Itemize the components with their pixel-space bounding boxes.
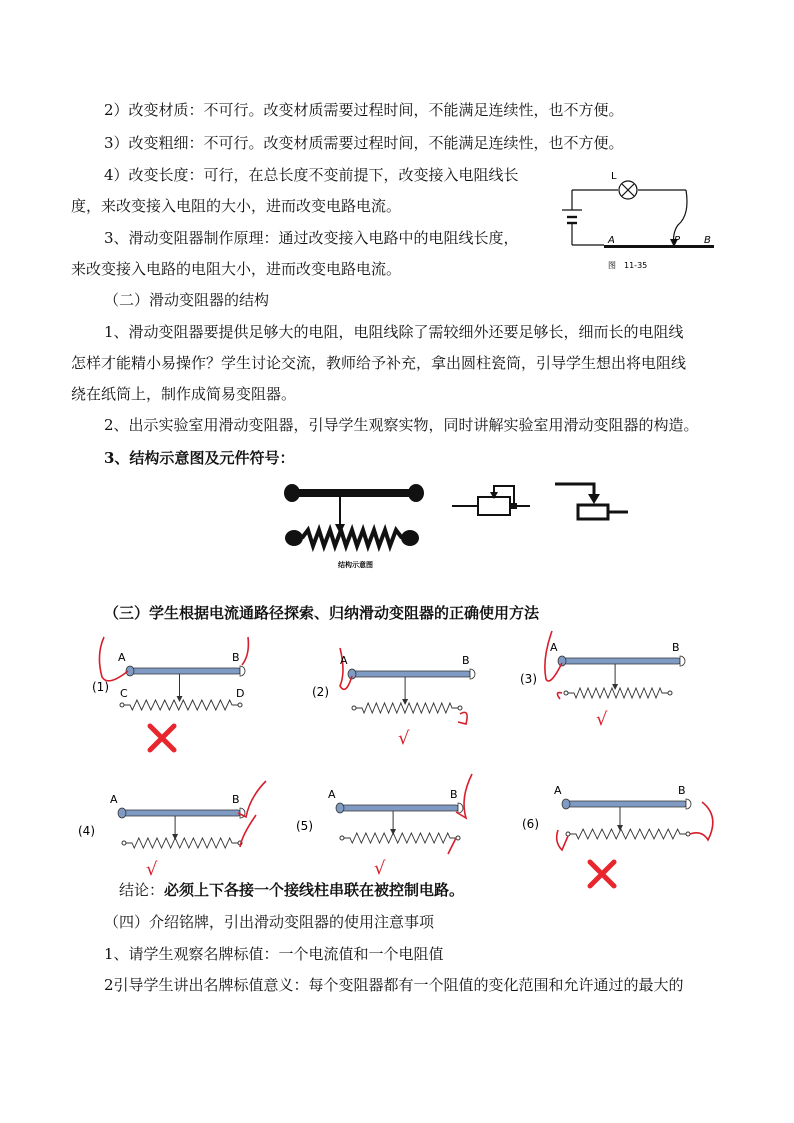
metal-bar	[562, 658, 680, 664]
label-a: A	[110, 793, 118, 806]
label-b: B	[232, 651, 240, 664]
label-b: B	[462, 654, 470, 667]
hand-drawn-wire	[458, 712, 467, 724]
case-2-drawing	[310, 638, 490, 753]
section-heading: （二）滑动变阻器的结构	[104, 291, 270, 309]
terminal-d	[238, 703, 242, 707]
cross-mark-icon	[150, 726, 174, 750]
terminal-c	[564, 691, 568, 695]
label-d: D	[236, 687, 245, 700]
slider-arrow-icon	[177, 696, 183, 702]
hand-drawn-wire	[545, 631, 562, 681]
b-label: B	[704, 235, 711, 246]
case-number: (2)	[312, 685, 329, 699]
text-line: 1、滑动变阻器要提供足够大的电阻，电阻线除了需较细外还要足够长，细而长的电阻线	[104, 323, 684, 341]
label-a: A	[118, 651, 126, 664]
case-5	[296, 770, 486, 885]
arrow-icon	[588, 494, 600, 504]
text-line: 4）改变长度：可行，在总长度不变前提下，改变接入电阻线长	[104, 166, 519, 184]
text-line: 3、结构示意图及元件符号：	[104, 449, 295, 467]
structure-caption: 结构示意图	[338, 561, 373, 569]
slider-arrow-icon	[402, 699, 408, 705]
hand-drawn-wire	[242, 637, 248, 665]
hand-drawn-wire	[557, 693, 562, 699]
a-label: A	[608, 235, 615, 246]
resistance-wire	[604, 245, 714, 248]
case-6-drawing	[522, 770, 722, 890]
label-a: A	[340, 654, 348, 667]
resistance-coil	[124, 838, 240, 848]
circuit-figure	[556, 165, 721, 275]
label-a: A	[550, 641, 558, 654]
figure-caption: 图 11-35	[608, 261, 648, 270]
text-line: 来改变接入电路的电阻大小，进而改变电路电流。	[71, 260, 402, 278]
terminal-c	[566, 832, 570, 836]
text-line: 3、滑动变阻器制作原理：通过改变接入电路中的电阻线长度，	[104, 229, 519, 247]
case-1-drawing	[92, 625, 272, 755]
terminal-c	[120, 703, 124, 707]
lamp-label: L	[611, 171, 617, 182]
terminal-b	[680, 656, 685, 666]
metal-bar	[566, 801, 686, 807]
case-number: (4)	[78, 824, 95, 838]
hand-drawn-wire	[448, 838, 456, 854]
case-2	[310, 638, 490, 753]
terminal-b	[240, 666, 245, 676]
terminal-a	[562, 799, 570, 809]
case-number: (1)	[92, 680, 109, 694]
case-number: (5)	[296, 819, 313, 833]
structure-diagram	[280, 478, 430, 573]
label-b: B	[672, 641, 680, 654]
check-mark: √	[146, 859, 158, 880]
conclusion-text: 必须上下各接一个接线柱串联在被控制电路。	[164, 881, 465, 899]
case-number: (6)	[522, 817, 539, 831]
lamp-icon	[619, 181, 637, 199]
label-b: B	[450, 788, 458, 801]
metal-bar	[130, 668, 240, 674]
label-b: B	[232, 793, 240, 806]
text-line: 绕在纸筒上，制作成简易变阻器。	[71, 385, 297, 403]
label-a: A	[328, 788, 336, 801]
terminal-c	[122, 841, 126, 845]
resistance-coil	[566, 688, 670, 698]
rheostat-symbol-2	[552, 480, 632, 525]
metal-bar	[122, 810, 240, 816]
resistance-coil	[122, 700, 240, 710]
case-3	[520, 625, 700, 740]
text-line: 2、出示实验室用滑动变阻器，引导学生观察实物，同时讲解实验室用滑动变阻器的构造。	[104, 416, 699, 434]
text-line: 2引导学生讲出名牌标值意义：每个变阻器都有一个阻值的变化范围和允许通过的最大的	[104, 976, 684, 994]
check-mark: √	[398, 728, 410, 749]
terminal-d	[458, 706, 462, 710]
terminal-c	[340, 836, 344, 840]
text-line: 3）改变粗细：不可行。改变材质需要过程时间，不能满足连续性，也不方便。	[104, 134, 624, 152]
label-b: B	[678, 784, 686, 797]
cross-mark-icon	[590, 862, 614, 886]
p-label: P	[674, 235, 681, 246]
section-heading: （三）学生根据电流通路径探索、归纳滑动变阻器的正确使用方法	[104, 604, 540, 622]
resistance-coil	[354, 703, 460, 713]
label-c: C	[120, 687, 128, 700]
slider-arrow-icon	[612, 684, 618, 690]
terminal-c	[352, 706, 356, 710]
resistance-coil	[568, 829, 688, 839]
hand-drawn-wire	[690, 802, 713, 840]
text-line: 1、请学生观察名牌标值：一个电流值和一个电阻值	[104, 945, 444, 963]
terminal-b	[458, 803, 463, 813]
case-4	[78, 775, 268, 885]
resistance-coil	[342, 833, 458, 843]
rheostat-symbol-1	[452, 482, 532, 522]
label-a: A	[554, 784, 562, 797]
terminal-a	[336, 803, 344, 813]
terminal-d	[668, 691, 672, 695]
check-mark: √	[374, 858, 386, 879]
case-5-drawing	[296, 770, 486, 885]
conclusion-prefix: 结论：	[119, 881, 165, 899]
text-line: 怎样才能精小易操作？学生讨论交流，教师给予补充，拿出圆柱瓷筒，引导学生想出将电阻线	[71, 354, 687, 372]
case-number: (3)	[520, 672, 537, 686]
terminal-d	[686, 832, 690, 836]
text-line: 2）改变材质：不可行。改变材质需要过程时间，不能满足连续性，也不方便。	[104, 101, 624, 119]
hand-drawn-wire	[240, 815, 256, 847]
terminal-b	[686, 799, 691, 809]
terminal-a	[118, 808, 126, 818]
text-line: 度，来改变接入电阻的大小，进而改变电路电流。	[71, 197, 402, 215]
case-3-drawing	[520, 625, 700, 740]
terminal-d	[456, 836, 460, 840]
check-mark: √	[596, 709, 608, 730]
metal-bar	[340, 805, 458, 811]
metal-bar	[352, 671, 470, 677]
section-heading: （四）介绍铭牌，引出滑动变阻器的使用注意事项	[104, 913, 435, 931]
case-1	[92, 625, 272, 755]
terminal-b	[470, 669, 475, 679]
case-6	[522, 770, 722, 890]
case-4-drawing	[78, 775, 268, 885]
